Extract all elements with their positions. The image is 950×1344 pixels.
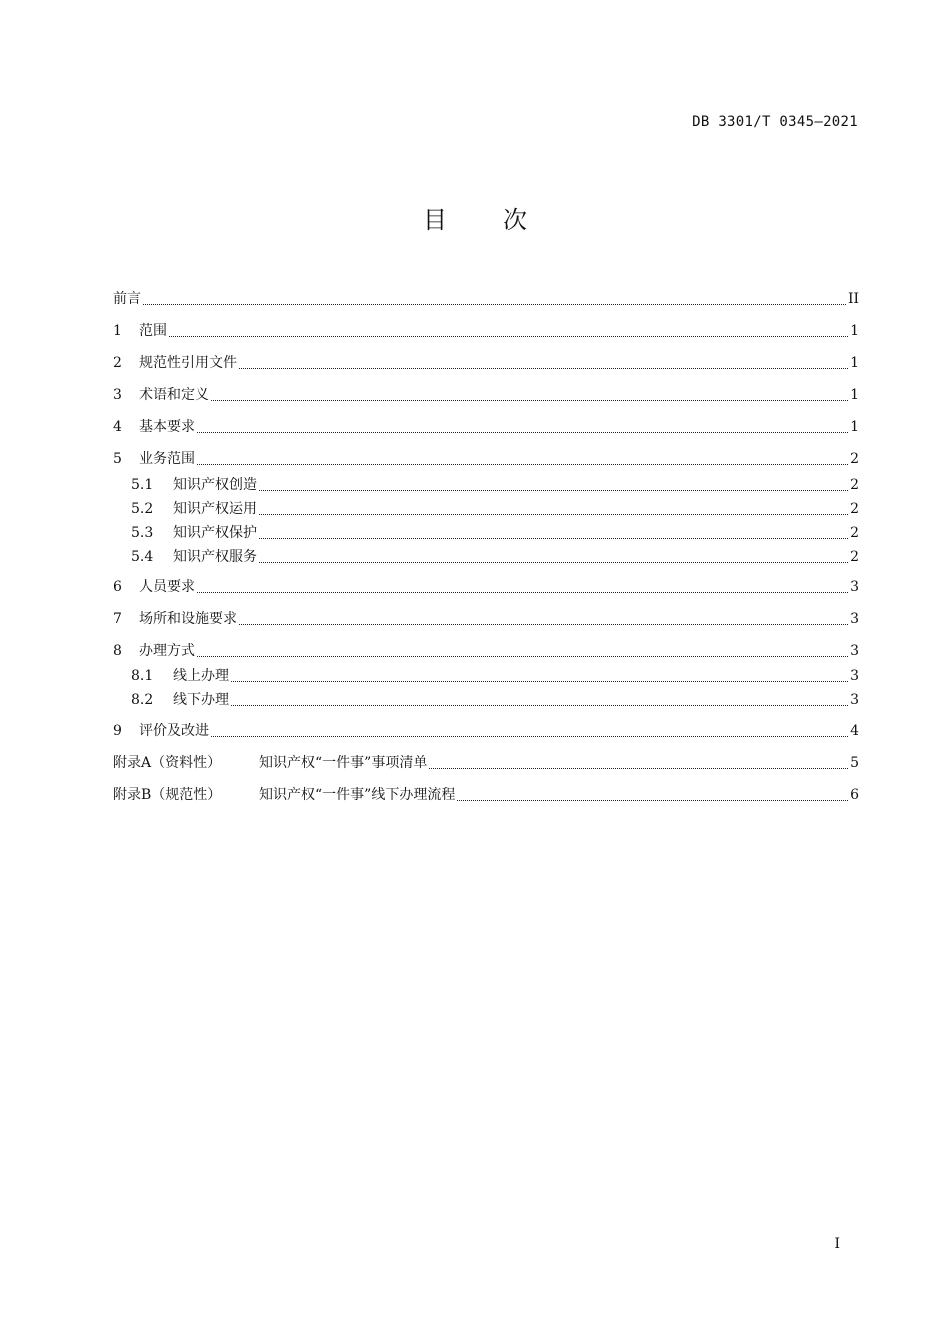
toc-page-number: 1 <box>850 323 859 339</box>
toc-page-number: 3 <box>850 579 859 595</box>
toc-leader-dots <box>239 623 848 625</box>
toc-label: 知识产权创造 <box>173 477 257 493</box>
toc-row[interactable] <box>131 545 859 569</box>
title-char-left: 目 <box>423 206 447 234</box>
toc-leader-dots <box>457 799 848 801</box>
toc-page-number: 3 <box>850 692 859 708</box>
toc-label: 前言 <box>113 291 141 307</box>
toc-row[interactable] <box>113 751 859 775</box>
toc-page-number: 2 <box>850 451 859 467</box>
toc-row[interactable] <box>113 639 859 663</box>
toc-label: 基本要求 <box>139 419 195 435</box>
toc-page-number: 3 <box>850 668 859 684</box>
toc-row[interactable] <box>113 575 859 599</box>
toc-leader-dots <box>259 513 848 515</box>
toc-label: 评价及改进 <box>139 723 209 739</box>
toc-row[interactable] <box>113 415 859 439</box>
toc-leader-dots <box>259 489 848 491</box>
toc-number: 5.4 <box>131 549 154 565</box>
page-title <box>0 200 950 235</box>
toc-label: 知识产权运用 <box>173 501 257 517</box>
toc-label: 业务范围 <box>139 451 195 467</box>
toc-leader-dots <box>429 767 848 769</box>
toc-row[interactable] <box>113 607 859 631</box>
toc-number: 1 <box>113 323 122 339</box>
toc-number: 附录B（规范性） <box>113 787 222 803</box>
toc-row[interactable] <box>113 319 859 343</box>
toc-label: 人员要求 <box>139 579 195 595</box>
toc-row[interactable] <box>131 521 859 545</box>
toc-label: 知识产权“一件事”线下办理流程 <box>259 787 456 803</box>
toc-row[interactable] <box>113 287 859 311</box>
toc-leader-dots <box>231 704 848 706</box>
toc-label: 知识产权保护 <box>173 525 257 541</box>
toc-page-number: 1 <box>850 387 859 403</box>
toc-row[interactable] <box>113 719 859 743</box>
toc-number: 3 <box>113 387 122 403</box>
toc-number: 6 <box>113 579 122 595</box>
toc-number: 8.1 <box>131 668 154 684</box>
toc-label: 线下办理 <box>173 692 229 708</box>
toc-number: 9 <box>113 723 122 739</box>
page-number: I <box>834 1236 840 1252</box>
toc-number: 5 <box>113 451 122 467</box>
toc-leader-dots <box>259 537 848 539</box>
toc-page-number: 3 <box>850 643 859 659</box>
toc-leader-dots <box>239 367 848 369</box>
toc-leader-dots <box>197 591 848 593</box>
toc-row[interactable] <box>113 783 859 807</box>
toc-number: 8.2 <box>131 692 154 708</box>
toc-leader-dots <box>197 655 848 657</box>
toc-label: 术语和定义 <box>139 387 209 403</box>
toc-label: 知识产权“一件事”事项清单 <box>259 755 428 771</box>
toc-page-number: 2 <box>850 549 859 565</box>
toc-label: 线上办理 <box>173 668 229 684</box>
toc-page-number: 4 <box>850 723 859 739</box>
toc-row[interactable] <box>131 664 859 688</box>
toc-number: 4 <box>113 419 122 435</box>
toc-number: 7 <box>113 611 122 627</box>
toc-number: 5.2 <box>131 501 154 517</box>
toc-page-number: 2 <box>850 501 859 517</box>
toc-row[interactable] <box>113 447 859 471</box>
toc-number: 5.3 <box>131 525 154 541</box>
toc-number: 附录A（资料性） <box>113 755 222 771</box>
toc-row[interactable] <box>131 688 859 712</box>
toc-page-number: 5 <box>850 755 859 771</box>
toc-number: 8 <box>113 643 122 659</box>
toc-row[interactable] <box>113 383 859 407</box>
toc-page-number: 3 <box>850 611 859 627</box>
toc-row[interactable] <box>131 473 859 497</box>
toc-page-number: II <box>847 291 859 307</box>
toc-leader-dots <box>259 561 848 563</box>
toc-page-number: 6 <box>850 787 859 803</box>
toc-leader-dots <box>197 463 848 465</box>
toc-leader-dots <box>143 303 846 305</box>
toc-leader-dots <box>197 431 848 433</box>
toc-leader-dots <box>211 735 848 737</box>
toc-leader-dots <box>169 335 848 337</box>
toc-label: 范围 <box>139 323 167 339</box>
toc-row[interactable] <box>113 351 859 375</box>
toc-label: 办理方式 <box>139 643 195 659</box>
toc-row[interactable] <box>131 497 859 521</box>
toc-leader-dots <box>231 680 848 682</box>
toc-number: 2 <box>113 355 122 371</box>
toc-page-number: 2 <box>850 477 859 493</box>
toc-label: 知识产权服务 <box>173 549 257 565</box>
toc-number: 5.1 <box>131 477 154 493</box>
toc-label: 规范性引用文件 <box>139 355 237 371</box>
toc-page-number: 1 <box>850 419 859 435</box>
toc-label: 场所和设施要求 <box>139 611 237 627</box>
document-code: DB 3301/T 0345—2021 <box>692 114 858 130</box>
toc-page-number: 1 <box>850 355 859 371</box>
toc-page-number: 2 <box>850 525 859 541</box>
toc-leader-dots <box>211 399 848 401</box>
title-char-right: 次 <box>503 206 527 234</box>
